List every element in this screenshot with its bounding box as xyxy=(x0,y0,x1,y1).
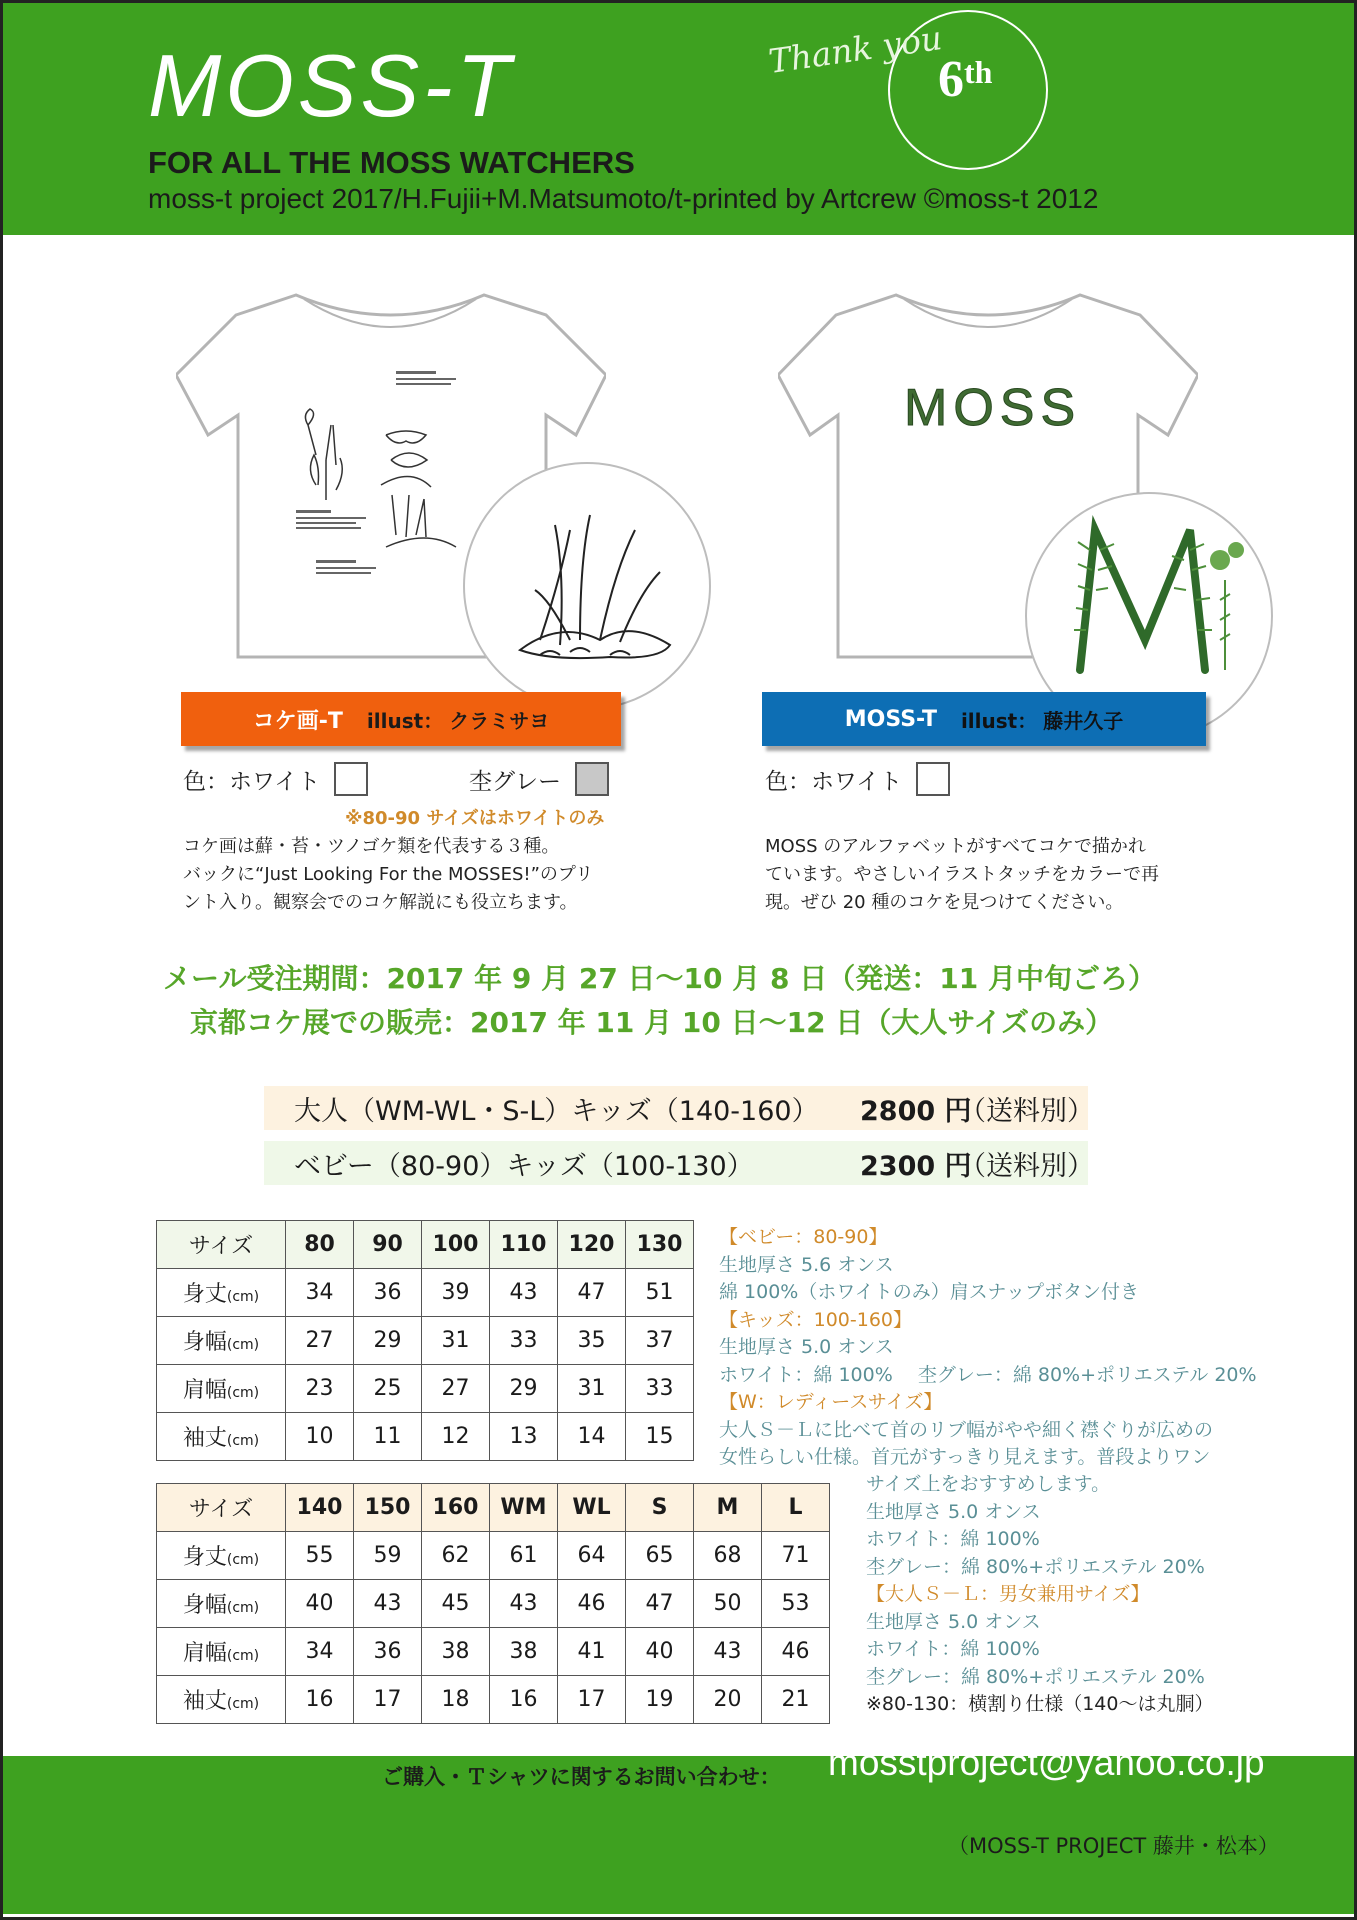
mail-order-period: メール受注期間：2017 年 9 月 27 日〜10 月 8 日（発送：11 月中旬ごろ） xyxy=(163,962,1156,995)
illust-label: illust： xyxy=(960,708,1038,733)
table-row xyxy=(157,1269,694,1317)
color-gray-label: 杢グレー xyxy=(469,768,561,795)
illustrator-name: クラミサヨ xyxy=(449,708,550,733)
row-label xyxy=(157,1365,286,1413)
spec-line: 杢グレー：綿 80%+ポリエステル 20% xyxy=(866,1555,1205,1578)
row-label-text: 肩幅 xyxy=(182,1378,227,1403)
value-cell: 43 xyxy=(490,1269,558,1317)
value-cell: 47 xyxy=(558,1269,626,1317)
value-cell: 36 xyxy=(354,1269,422,1317)
size-cell: 150 xyxy=(354,1484,422,1532)
value-cell: 71 xyxy=(762,1532,830,1580)
spec-line: サイズ上をおすすめします。 xyxy=(866,1473,1111,1495)
value-cell: 37 xyxy=(626,1317,694,1365)
moss-t-label xyxy=(762,692,1206,746)
price-amount: 2800 円 xyxy=(860,1095,972,1127)
size-cell: 140 xyxy=(286,1484,354,1532)
size-cell: S xyxy=(626,1484,694,1532)
value-cell: 51 xyxy=(626,1269,694,1317)
moss-t-color-white xyxy=(765,762,950,796)
value-cell: 64 xyxy=(558,1532,626,1580)
desc-line: MOSS のアルファベットがすべてコケで描かれ xyxy=(765,836,1146,857)
value-cell: 23 xyxy=(286,1365,354,1413)
value-cell: 53 xyxy=(762,1580,830,1628)
koke-t-illus xyxy=(361,705,549,734)
size-table-adult xyxy=(156,1483,830,1724)
size-cell: L xyxy=(762,1484,830,1532)
size-header: サイズ xyxy=(157,1221,286,1269)
size-note: ※80-90 サイズはホワイトのみ xyxy=(345,808,605,829)
size-cell: WL xyxy=(558,1484,626,1532)
value-cell: 68 xyxy=(694,1532,762,1580)
value-cell: 21 xyxy=(762,1676,830,1724)
price-shipping: （送料別） xyxy=(959,1150,1094,1182)
table-row xyxy=(157,1628,830,1676)
size-cell: 120 xyxy=(558,1221,626,1269)
value-cell: 20 xyxy=(694,1676,762,1724)
spec-heading: 【大人Ｓ－Ｌ：男女兼用サイズ】 xyxy=(866,1583,1150,1605)
value-cell: 14 xyxy=(558,1413,626,1461)
value-cell: 36 xyxy=(354,1628,422,1676)
illustrator-name: 藤井久子 xyxy=(1043,708,1124,733)
spec-note: ※80-130：横割り仕様（140〜は丸胴） xyxy=(866,1693,1214,1715)
size-cell: WM xyxy=(490,1484,558,1532)
row-label xyxy=(157,1532,286,1580)
size-cell: 80 xyxy=(286,1221,354,1269)
row-label xyxy=(157,1628,286,1676)
desc-line: ント入り。観察会でのコケ解説にも役立ちます。 xyxy=(183,892,578,913)
koke-t-description xyxy=(183,833,593,917)
desc-line: コケ画は蘚・苔・ツノゴケ類を代表する３種。 xyxy=(183,836,560,857)
desc-line: 現。ぜひ 20 種のコケを見つけてください。 xyxy=(765,892,1124,913)
moss-t-illus xyxy=(955,705,1123,734)
unit: (cm) xyxy=(226,1552,260,1568)
value-cell: 18 xyxy=(422,1676,490,1724)
row-label xyxy=(157,1269,286,1317)
row-label-text: 肩幅 xyxy=(182,1641,227,1666)
value-cell: 61 xyxy=(490,1532,558,1580)
price-label: ベビー（80-90）キッズ（100-130） xyxy=(294,1150,754,1182)
edition-number: 6 xyxy=(938,51,964,108)
table-header-row xyxy=(157,1221,694,1269)
koke-t-name: コケ画-T xyxy=(252,708,343,734)
row-label-text: 身幅 xyxy=(182,1593,227,1618)
table-row xyxy=(157,1317,694,1365)
value-cell: 46 xyxy=(558,1580,626,1628)
value-cell: 33 xyxy=(626,1365,694,1413)
value-cell: 17 xyxy=(354,1676,422,1724)
logo: MOSS-T xyxy=(148,36,515,135)
moss-t-name: MOSS-T xyxy=(844,706,937,732)
value-cell: 12 xyxy=(422,1413,490,1461)
value-cell: 16 xyxy=(286,1676,354,1724)
value-cell: 16 xyxy=(490,1676,558,1724)
value-cell: 46 xyxy=(762,1628,830,1676)
moss-print-text: MOSS xyxy=(904,379,1082,437)
size-cell: M xyxy=(694,1484,762,1532)
gray-swatch xyxy=(575,762,609,796)
moss-t-description xyxy=(765,833,1159,917)
price-shipping: （送料別） xyxy=(959,1095,1094,1127)
row-label xyxy=(157,1676,286,1724)
row-label-text: 袖丈 xyxy=(182,1426,227,1451)
contact-names: （MOSS-T PROJECT 藤井・松本） xyxy=(948,1834,1279,1858)
table-row xyxy=(157,1365,694,1413)
spec-heading: 【ベビー：80-90】 xyxy=(719,1226,888,1248)
value-cell: 29 xyxy=(354,1317,422,1365)
row-label xyxy=(157,1580,286,1628)
row-label-text: 身丈 xyxy=(182,1282,227,1307)
unit: (cm) xyxy=(226,1433,260,1449)
spec-line: ホワイト：綿 100% 杢グレー：綿 80%+ポリエステル 20% xyxy=(719,1363,1257,1386)
value-cell: 31 xyxy=(422,1317,490,1365)
table-header-row xyxy=(157,1484,830,1532)
spec-line: 綿 100%（ホワイトのみ）肩スナップボタン付き xyxy=(719,1281,1140,1303)
value-cell: 27 xyxy=(286,1317,354,1365)
value-cell: 59 xyxy=(354,1532,422,1580)
row-label-text: 身丈 xyxy=(182,1545,227,1570)
thanks-text: Thank you xyxy=(766,18,945,81)
value-cell: 38 xyxy=(422,1628,490,1676)
spec-line: ホワイト：綿 100% xyxy=(866,1528,1040,1550)
value-cell: 19 xyxy=(626,1676,694,1724)
value-cell: 15 xyxy=(626,1413,694,1461)
spec-line: 大人Ｓ－Ｌに比べて首のリブ幅がやや細く襟ぐりが広めの xyxy=(719,1418,1214,1441)
value-cell: 29 xyxy=(490,1365,558,1413)
value-cell: 47 xyxy=(626,1580,694,1628)
contact-label: ご購入・Ｔシャツに関するお問い合わせ： xyxy=(382,1765,781,1789)
price-amount: 2300 円 xyxy=(860,1150,972,1182)
table-row xyxy=(157,1532,830,1580)
value-cell: 31 xyxy=(558,1365,626,1413)
spec-line: ホワイト：綿 100% xyxy=(866,1638,1040,1660)
value-cell: 11 xyxy=(354,1413,422,1461)
size-cell: 160 xyxy=(422,1484,490,1532)
unit: (cm) xyxy=(226,1385,260,1401)
koke-t-color-gray xyxy=(469,762,609,796)
koke-t-label xyxy=(181,692,621,746)
size-table-kids xyxy=(156,1220,694,1461)
value-cell: 38 xyxy=(490,1628,558,1676)
value-cell: 10 xyxy=(286,1413,354,1461)
spec-heading: 【キッズ：100-160】 xyxy=(719,1308,913,1331)
value-cell: 27 xyxy=(422,1365,490,1413)
spec-line: 杢グレー：綿 80%+ポリエステル 20% xyxy=(866,1665,1205,1688)
credit-line: moss-t project 2017/H.Fujii+M.Matsumoto/t-printed by Artcrew ©moss-t 2012 xyxy=(148,183,1099,214)
white-swatch xyxy=(916,762,950,796)
koke-t-color-white xyxy=(183,762,368,796)
value-cell: 25 xyxy=(354,1365,422,1413)
row-label xyxy=(157,1413,286,1461)
value-cell: 62 xyxy=(422,1532,490,1580)
unit: (cm) xyxy=(226,1696,260,1712)
value-cell: 17 xyxy=(558,1676,626,1724)
table-row xyxy=(157,1413,694,1461)
size-cell: 110 xyxy=(490,1221,558,1269)
table-row xyxy=(157,1580,830,1628)
spec-line: 生地厚さ 5.6 オンス xyxy=(719,1253,894,1276)
price-label: 大人（WM-WL・S-L）キッズ（140-160） xyxy=(294,1095,819,1127)
unit: (cm) xyxy=(226,1289,260,1305)
value-cell: 34 xyxy=(286,1628,354,1676)
white-swatch xyxy=(334,762,368,796)
value-cell: 39 xyxy=(422,1269,490,1317)
size-cell: 90 xyxy=(354,1221,422,1269)
value-cell: 43 xyxy=(354,1580,422,1628)
value-cell: 50 xyxy=(694,1580,762,1628)
value-cell: 43 xyxy=(490,1580,558,1628)
fabric-specs-lower xyxy=(866,1471,1213,1719)
edition-badge xyxy=(938,50,992,109)
price-row-adult xyxy=(264,1086,1094,1130)
spec-line: 生地厚さ 5.0 オンス xyxy=(866,1610,1041,1633)
spec-line: 生地厚さ 5.0 オンス xyxy=(719,1336,894,1358)
row-label-text: 身幅 xyxy=(182,1330,227,1355)
unit: (cm) xyxy=(226,1337,260,1353)
value-cell: 41 xyxy=(558,1628,626,1676)
moss-m-letter-illustration xyxy=(1040,490,1270,700)
kyoto-sale-period: 京都コケ展での販売：2017 年 11 月 10 日〜12 日（大人サイズのみ） xyxy=(190,1006,1114,1039)
illust-label: illust： xyxy=(366,708,444,733)
value-cell: 33 xyxy=(490,1317,558,1365)
color-white-label: 色：ホワイト xyxy=(765,768,903,795)
desc-line: バックに“Just Looking For the MOSSES!”のプリ xyxy=(183,864,594,885)
size-cell: 100 xyxy=(422,1221,490,1269)
row-label xyxy=(157,1317,286,1365)
size-header: サイズ xyxy=(157,1484,286,1532)
color-white-label: 色：ホワイト xyxy=(183,768,321,795)
value-cell: 35 xyxy=(558,1317,626,1365)
unit: (cm) xyxy=(226,1648,260,1664)
value-cell: 34 xyxy=(286,1269,354,1317)
value-cell: 65 xyxy=(626,1532,694,1580)
value-cell: 13 xyxy=(490,1413,558,1461)
value-cell: 40 xyxy=(286,1580,354,1628)
contact-email[interactable]: mosstproject@yahoo.co.jp xyxy=(828,1742,1265,1783)
value-cell: 40 xyxy=(626,1628,694,1676)
desc-line: ています。やさしいイラストタッチをカラーで再 xyxy=(765,864,1160,885)
spec-line: 女性らしい仕様。首元がすっきり見えます。普段よりワン xyxy=(719,1446,1211,1468)
spec-heading: 【W：レディースサイズ】 xyxy=(719,1391,943,1413)
value-cell: 45 xyxy=(422,1580,490,1628)
unit: (cm) xyxy=(226,1600,260,1616)
moss-sprouts-illustration xyxy=(500,500,680,670)
table-row xyxy=(157,1676,830,1724)
row-label-text: 袖丈 xyxy=(182,1689,227,1714)
edition-suffix: th xyxy=(964,54,993,90)
tagline: FOR ALL THE MOSS WATCHERS xyxy=(148,145,635,180)
size-cell: 130 xyxy=(626,1221,694,1269)
fabric-specs-upper xyxy=(719,1224,1257,1472)
value-cell: 43 xyxy=(694,1628,762,1676)
price-row-baby xyxy=(264,1141,1094,1185)
spec-line: 生地厚さ 5.0 オンス xyxy=(866,1500,1041,1523)
value-cell: 55 xyxy=(286,1532,354,1580)
